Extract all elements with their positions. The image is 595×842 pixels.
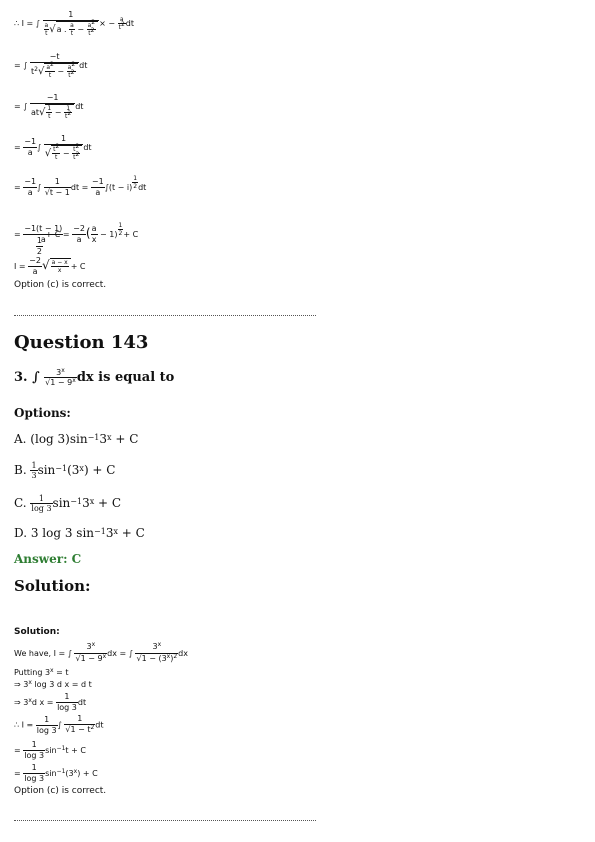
options-label: Options: <box>14 406 71 420</box>
fraction: −t $t^2√$ $\frac{a2}{t}$ − $\frac{a2}{t2}$ <box>30 52 79 79</box>
solution-heading: Solution: <box>14 577 91 595</box>
conclusion-2: Option (c) is correct. <box>14 786 107 796</box>
question-text: 3. ∫ $\frac{3^x}{√1 - 9^x}$ dx is equal to <box>14 367 175 387</box>
divider-bottom <box>14 820 316 821</box>
step-7: I = $\frac{-2}{a}$ √ $\frac{a - x}{x}$ + C <box>14 256 86 276</box>
conclusion-1: Option (c) is correct. <box>14 280 107 290</box>
solution-step-7: = $\frac{1}{\log 3}$ $\sin^{-1}(3^x) + C$ <box>14 763 98 783</box>
sqrt-sign: √ <box>49 24 56 35</box>
divider <box>14 315 316 316</box>
answer: Answer: C <box>14 552 82 566</box>
solution-step-5: ∴ I = $\frac{1}{\log 3}$ ∫ $\frac{1}{√1 - t^2}$ dt <box>14 714 104 735</box>
step-1: ∴ I = ∫ 1 $\frac{a}{t}$ √a . $\frac{a}{t}$ − $\frac{a2}{t2}$ × − $\frac{a}{t2}$ dt <box>14 10 134 37</box>
step-2: = ∫ −t $t^2√$ $\frac{a2}{t}$ − $\frac{a2}{t2}$ dt <box>14 52 88 79</box>
solution-step-3: ⇒ 3$^x$ log 3 d x = d t <box>14 679 92 689</box>
step-4: = $\frac{-1}{a}$ ∫ 1 √ $\frac{t2}{t}$ − $\frac{t2}{t2}$ dt <box>14 134 92 161</box>
step-5: = $\frac{-1}{a}$ ∫ $\frac{1}{√t - 1}$ dt = $\frac{-1}{a}$ ∫(t − i) $\frac{1}{2}$ dt <box>14 175 147 197</box>
solution-step-1: We have, I = ∫ $\frac{3^x}{√1 - 9^x}$ dx = ∫ $\frac{3^x}{√1 - (3^x)^2}$ dx <box>14 641 188 663</box>
option-d[interactable]: D. 3 log 3 $\sin^{-1}3^x + C$ <box>14 526 145 540</box>
solution-step-2: Putting $3^x = t$ <box>14 667 69 677</box>
solution-step-6: = $\frac{1}{\log 3}$ $\sin^{-1}t + C$ <box>14 740 86 760</box>
solution-label: Solution: <box>14 627 60 637</box>
text: ∴ I = ∫ <box>14 19 40 28</box>
solution-step-4: ⇒ 3$^x$d x = $\frac{1}{\log 3}$ dt <box>14 692 87 712</box>
step-6: = $\frac{-1(t - 1)}{a}$ $\frac{1}{2}$ + C = $\frac{-2}{a}$ ( $\frac{a}{x}$ − 1) $\frac{1}{2}$ + C <box>14 222 139 256</box>
fraction: 1 $\frac{a}{t}$ √a . $\frac{a}{t}$ − $\frac{a2}{t2}$ <box>43 10 100 37</box>
step-3: = ∫ −1 at√ $\frac{1}{t}$ − $\frac{1}{t2}$ dt <box>14 93 84 120</box>
option-a[interactable]: A. (log $3)\sin^{-1}3^x + C$ <box>14 432 139 446</box>
question-title: Question 143 <box>14 332 149 353</box>
option-c[interactable]: C. $\frac{1}{\log 3}$ $\sin^{-1}3^x + C$ <box>14 494 122 513</box>
option-b[interactable]: B. $\frac{1}{3}$ $\sin^{-1}(3^x) + C$ <box>14 461 116 480</box>
